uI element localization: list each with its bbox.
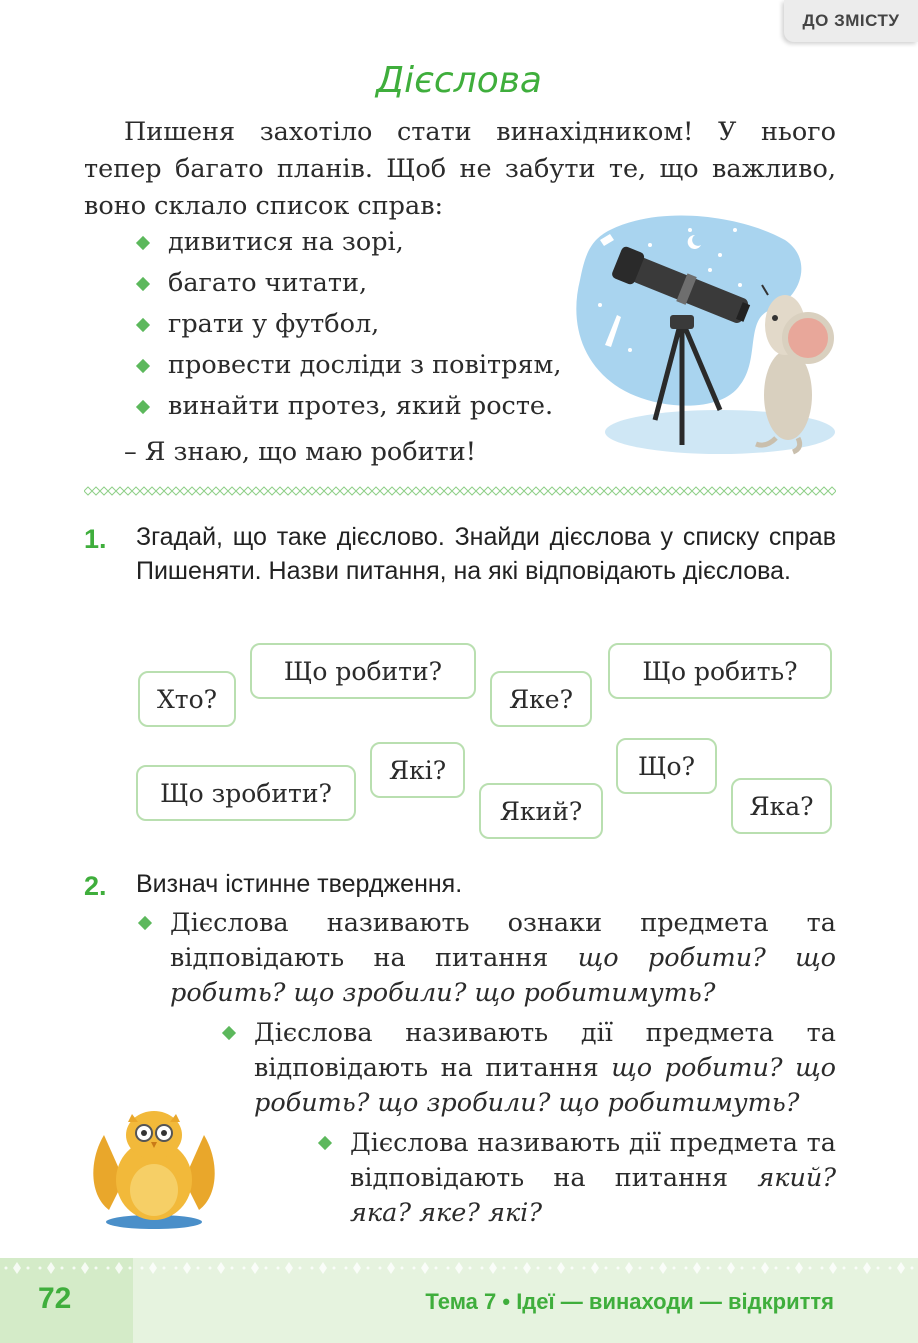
list-item	[138, 222, 561, 263]
bullet-icon	[222, 1026, 236, 1040]
list-item-label: винайти протез, який росте.	[168, 391, 554, 421]
statement-questions: що робити? що робить? що зробили? що робитимуть?	[254, 1053, 836, 1118]
statement-option[interactable]	[350, 1126, 836, 1231]
list-item-label: багато читати,	[168, 268, 368, 298]
bullet-icon	[136, 399, 150, 413]
list-item	[138, 263, 561, 304]
mouse-telescope-illustration	[570, 210, 840, 468]
page-title: Дієслова	[376, 60, 542, 101]
question-card[interactable]: Яке?	[490, 671, 592, 727]
question-card[interactable]: Що?	[616, 738, 717, 794]
question-card[interactable]: Яка?	[731, 778, 832, 834]
owl-illustration	[84, 1100, 224, 1230]
question-card[interactable]: Що робити?	[250, 643, 476, 699]
list-item-label: дивитися на зорі,	[168, 227, 404, 257]
intro-text: Пишеня захотіло стати винахідником! У нього тепер багато планів. Щоб не забути те, що важливо, воно склало список справ:	[84, 117, 836, 221]
question-card[interactable]: Хто?	[138, 671, 236, 727]
footer-ornament	[0, 1258, 918, 1278]
page-number: 72	[38, 1282, 72, 1315]
statement-option[interactable]	[254, 1016, 836, 1121]
bullet-icon	[318, 1136, 332, 1150]
question-card[interactable]: Який?	[479, 783, 603, 839]
statement-text: Дієслова називають дії предмета та відповідають на питання	[254, 1018, 836, 1083]
bullet-icon	[136, 235, 150, 249]
section-divider	[84, 486, 836, 496]
task-text: Згадай, що таке дієслово. Знайди дієслова у списку справ Пишеняти. Назви питання, на які відповідають дієслова.	[136, 523, 836, 585]
speech-line: – Я знаю, що маю робити!	[124, 437, 476, 467]
bullet-icon	[138, 916, 152, 930]
statement-text: Дієслова називають ознаки предмета та відповідають на питання	[170, 908, 836, 973]
list-item-label: провести досліди з повітрям,	[168, 350, 562, 380]
statement-questions: який? яка? яке? які?	[350, 1163, 836, 1228]
statement-text: Дієслова називають дії предмета та відповідають на питання	[350, 1128, 836, 1193]
list-item	[138, 304, 561, 345]
task-number: 1.	[84, 524, 107, 554]
list-item	[138, 345, 561, 386]
task-number: 2.	[84, 871, 107, 901]
statement-questions: що робити? що робить? що зробили? що робитимуть?	[170, 943, 836, 1008]
statement-option[interactable]	[170, 906, 836, 1011]
list-item-label: грати у футбол,	[168, 309, 380, 339]
footer-topic: Тема 7 • Ідеї — винаходи — відкриття	[425, 1289, 834, 1314]
task-text: Визнач істинне твердження.	[136, 870, 463, 898]
bullet-icon	[136, 317, 150, 331]
plan-list	[138, 222, 561, 427]
intro-paragraph	[84, 114, 836, 225]
question-card[interactable]: Що зробити?	[136, 765, 356, 821]
question-card[interactable]: Які?	[370, 742, 465, 798]
list-item	[138, 386, 561, 427]
question-card[interactable]: Що робить?	[608, 643, 832, 699]
contents-link[interactable]: ДО ЗМІСТУ	[784, 0, 918, 42]
bullet-icon	[136, 276, 150, 290]
bullet-icon	[136, 358, 150, 372]
